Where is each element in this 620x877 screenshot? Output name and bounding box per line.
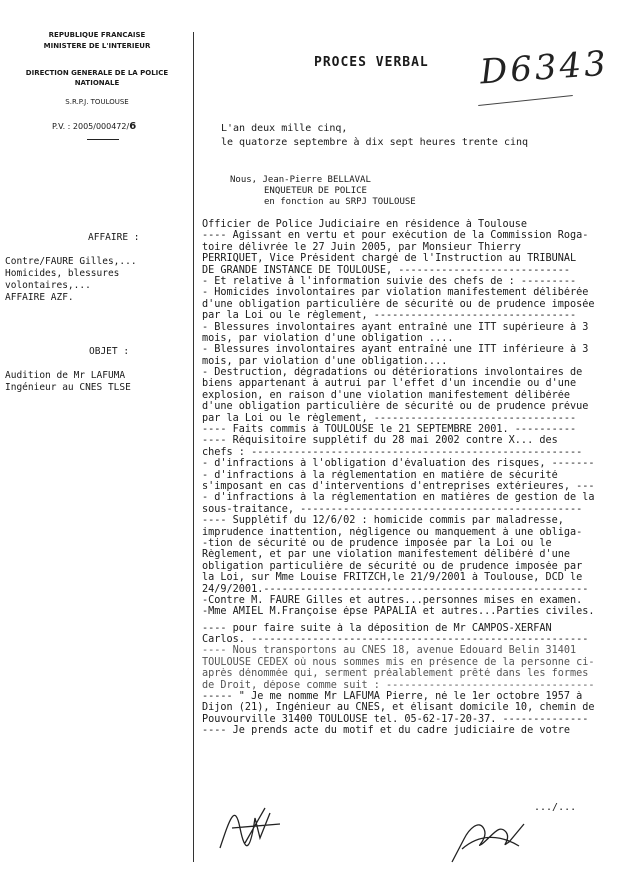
officer-name: Nous, Jean-Pierre BELLAVAL <box>230 175 371 185</box>
header-direction: DIRECTION GENERALE DE LA POLICE NATIONALE <box>25 69 169 87</box>
affaire-line: volontaires,... <box>5 280 91 291</box>
body-line: DE GRANDE INSTANCE DE TOULOUSE, ---------------------------- <box>202 264 571 276</box>
objet-details <box>5 370 191 394</box>
continuation-mark: .../... <box>534 802 577 813</box>
body-line: Carlos. ------------------------------------------------------- <box>202 634 589 646</box>
body-line: obligation particulière de sécurité ou de prudence imposée par <box>202 560 583 572</box>
body-line: par la Loi ou le règlement, --------------------------------- <box>202 412 577 424</box>
body-line: - Blessures involontaires ayant entraîné une ITT inférieure à 3 <box>202 344 589 356</box>
body-line: ---- Supplétif du 12/6/02 : homicide commis par maladresse, <box>202 515 564 527</box>
body-line: mois, par violation d'une obligation .... <box>202 332 454 344</box>
affaire-line: Homicides, blessures <box>5 268 120 279</box>
body-line: 24/9/2001.----------------------------------------------------- <box>202 583 589 595</box>
date-line-2: le quatorze septembre à dix sept heures trente cinq <box>221 137 529 148</box>
body-line: ---- pour faire suite à la déposition de Mr CAMPOS-XERFAN <box>202 622 552 634</box>
body-line: explosion, en raison d'une violation manifestement délibérée <box>202 389 571 401</box>
body-line: - d'infractions à la réglementation en matières de gestion de la <box>202 492 595 504</box>
body-line: -Contre M. FAURE Gilles et autres...personnes mises en examen. <box>202 594 583 606</box>
officer-unit: en fonction au SRPJ TOULOUSE <box>264 197 416 207</box>
body-line: - Homicides involontaires par violation manifestement délibérée <box>202 287 589 299</box>
body-line: la Loi, sur Mme Louise FRITZCH,le 21/9/2001 à Toulouse, DCD le <box>202 572 583 584</box>
objet-line: Ingénieur au CNES TLSE <box>5 382 131 393</box>
affaire-heading: AFFAIRE : <box>88 232 140 243</box>
body-line: ---- Agissant en vertu et pour exécution de la Commission Roga- <box>202 230 589 242</box>
body-line: par la Loi ou le règlement, --------------------------------- <box>202 310 577 322</box>
handwritten-underline <box>478 95 573 106</box>
affaire-line: Contre/FAURE Gilles,... <box>5 256 137 267</box>
body-line: TOULOUSE CEDEX où nous sommes mis en présence de la personne ci- <box>202 656 595 668</box>
affaire-details <box>5 256 191 304</box>
body-line: -Mme AMIEL M.Françoise épse PAPALIA et autres...Parties civiles. <box>202 606 595 618</box>
body-line: de Droit, dépose comme suit : ---------------------------------- <box>202 679 595 691</box>
body-line: sous-traitance, ---------------------------------------------- <box>202 503 583 515</box>
body-line: après dénommée qui, serment préalablement prêté dans les formes <box>202 668 589 680</box>
body-line: chefs : ------------------------------------------------------ <box>202 446 583 458</box>
body-line: d'une obligation particulière de sécurité ou de prudence imposée <box>202 298 595 310</box>
body-line: - Destruction, dégradations ou détériorations involontaires de <box>202 367 583 379</box>
header-republique: REPUBLIQUE FRANCAISE <box>48 31 146 39</box>
affaire-line: AFFAIRE AZF. <box>5 292 74 303</box>
pv-label: P.V. : 2005/000472/ <box>52 122 130 131</box>
body-line: Dijon (21), Ingénieur au CNES, et élisant domicile 10, chemin de <box>202 702 595 714</box>
body-line: biens appartenant à autrui par l'effet d'un incendie ou d'une <box>202 378 577 390</box>
document-title: PROCES VERBAL <box>314 55 429 70</box>
officer-signature <box>210 798 290 858</box>
body-line: ---- Réquisitoire supplétif du 28 mai 2002 contre X... des <box>202 435 558 447</box>
body-line: - Et relative à l'information suivie des chefs de : --------- <box>202 275 577 287</box>
body-line: ---- Faits commis à TOULOUSE le 21 SEPTEMBRE 2001. ---------- <box>202 424 577 436</box>
officer-rank: ENQUETEUR DE POLICE <box>264 186 367 196</box>
objet-line: Audition de Mr LAFUMA <box>5 370 126 381</box>
handwritten-reference: D6343 <box>478 43 611 93</box>
body-line: imprudence inattention, négligence ou manquement à une obliga- <box>202 526 583 538</box>
body-line: Officier de Police Judiciaire en résidence à Toulouse <box>202 219 528 230</box>
pv-reference <box>52 121 136 132</box>
header-ministere: MINISTERE DE L'INTERIEUR <box>43 42 151 50</box>
body-line: mois, par violation d'une obligation.... <box>202 355 448 367</box>
body-line: toire délivrée le 27 Juin 2005, par Monsieur Thierry <box>202 241 521 253</box>
witness-signature <box>444 804 534 869</box>
body-line: - d'infractions à l'obligation d'évaluation des risques, ------- <box>202 458 595 470</box>
body-line: Pouvourville 31400 TOULOUSE tel. 05-62-17-20-37. -------------- <box>202 713 589 725</box>
body-line: ---- Nous transportons au CNES 18, avenue Edouard Belin 31401 <box>202 645 577 657</box>
body-line: Règlement, et par une violation manifestement délibéré d'une <box>202 549 571 561</box>
date-line-1: L'an deux mille cinq, <box>221 123 348 134</box>
pv-number: 6 <box>129 121 137 132</box>
body-line: ---- Je prends acte du motif et du cadre judiciaire de votre <box>202 725 571 737</box>
body-line: d'une obligation particulière de sécurité ou de prudence prévue <box>202 401 589 413</box>
pv-underline <box>87 139 119 140</box>
objet-heading: OBJET : <box>89 346 130 357</box>
body-line: PERRIQUET, Vice Président chargé de l'Instruction au TRIBUNAL <box>202 253 577 265</box>
body-line: s'imposant en cas d'interventions d'entreprises extérieures, --- <box>202 480 595 492</box>
body-line: - d'infractions à la réglementation en matière de sécurité <box>202 469 558 481</box>
body-line: - Blessures involontaires ayant entraîné une ITT supérieure à 3 <box>202 321 589 333</box>
body-line: -tion de sécurité ou de prudence imposée par la Loi ou le <box>202 537 552 549</box>
statement-body <box>202 219 614 737</box>
header-srpj: S.R.P.J. TOULOUSE <box>65 98 129 106</box>
body-line: ----- " Je me nomme Mr LAFUMA Pierre, né le 1er octobre 1957 à <box>202 691 583 703</box>
margin-divider <box>193 32 194 862</box>
